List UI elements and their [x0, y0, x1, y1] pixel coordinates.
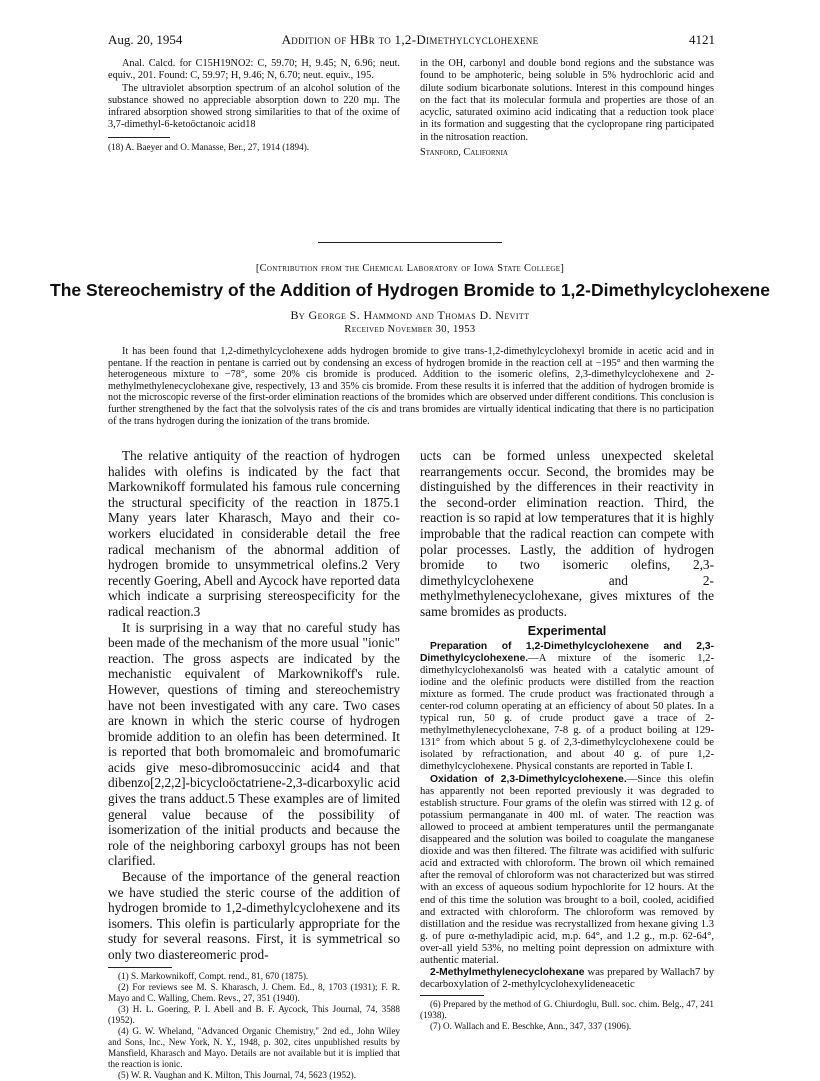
exp-paragraph-2: Oxidation of 2,3-Dimethylcyclohexene.—Since this olefin has apparently not been reported previously it was degraded to establish structure. Four grams of the olefin was stirred with 12 g. of potassium permanganate in 400 ml. of water. The reaction was allowed to proceed at ambient temperatures until the permanganate disappeared and the solution was boiled to coagulate the manganese dioxide and was then filtered. The filtrate was acidified with sulfuric acid and extracted with chloroform. The brown oil which remained after the removal of chloroform was not characterized but was stirred with an excess of aqueous sodium hypochlorite for 12 hours. At the end of this time the solution was brought to a boil, cooled, acidified and extracted with chloroform. The chloroform was removed by distillation and the residue was recrystallized from hexane giving 1.3 g. of pure α-methyladipic acid, m.p. 64°, and 1.2 g., m.p. 62-64°, over-all yield 53%, no melting point depression on admixture with authentic material.	[420, 773, 714, 966]
footnote-2: (2) For reviews see M. S. Kharasch, J. Chem. Ed., 8, 1703 (1931); F. R. Mayo and C. Walling, Chem. Revs., 27, 351 (1940).	[108, 981, 400, 1003]
header-date: Aug. 20, 1954	[108, 32, 183, 47]
footnote-18: (18) A. Baeyer and O. Manasse, Ber., 27, 1914 (1894).	[108, 141, 310, 152]
intro-paragraph-1: The relative antiquity of the reaction of hydrogen halides with olefins is indicated by the fact that Markownikoff formulated his famous rule concerning the structural specificity of the reaction in 1875.1 Many years later Kharasch, Mayo and their co-workers elucidated in considerable detail the free radical mechanism of the abnormal addition of hydrogen bromide to unsymmetrical olefins.2 Very recently Goering, Abell and Aycock have reported data which indicate a surprising stereospecificity for the radical reaction.3	[108, 448, 400, 619]
footnote-rule	[108, 137, 170, 138]
exp-heading-2: Oxidation of 2,3-Dimethylcyclohexene.	[430, 773, 627, 785]
uv-paragraph: The ultraviolet absorption spectrum of an alcohol solution of the substance showed no appreciable absorption down to 220 mμ. The infrared absorption showed strong similarities to that of the oxime of 3,7-dimethyl-6-ketoöctanoic acid18	[108, 82, 400, 131]
footnote-3: (3) H. L. Goering, P. I. Abell and B. F. Aycock, This Journal, 74, 3588 (1952).	[108, 1003, 400, 1025]
top-right-paragraph: in the OH, carbonyl and double bond regions and the substance was found to be amphoteric, being soluble in 5% hydrochloric acid and dilute sodium bicarbonate solutions. Interest in this compound hinges on the fact that its molecular formula and properties are those of an acyclic, saturated oximino acid indicating that a reduction took place in its formation and suggesting that the cyclopropane ring participated in the nitrosation reaction.	[420, 58, 714, 143]
footnote-1: (1) S. Markownikoff, Compt. rend., 81, 670 (1875).	[118, 970, 309, 981]
top-right-column	[420, 58, 714, 159]
abstract: It has been found that 1,2-dimethylcyclohexene adds hydrogen bromide to give trans-1,2-dimethylcyclohexyl bromide in acetic acid and in pentane. If the reaction in pentane is carried out by condensing an excess of hydrogen bromide in the reaction cell at −195° and then warming the heterogeneous mixture to −78°, some 20% cis bromide is produced. Addition to the isomeric olefins, 2,3-dimethylcyclohexene and 2-methylmethylenecyclohexane give, respectively, 13 and 35% cis bromide. From these results it is inferred that the addition of hydrogen bromide is not the microscopic reverse of the first-order elimination reactions of the bromides which are observed under different conditions. This conclusion is further strengthened by the fact that the solvolysis rates of the cis and trans bromides are virtually identical indicating that there is no participation of the trans hydrogen during the ionization of the trans bromide.	[108, 346, 714, 427]
footnote-5: (5) W. R. Vaughan and K. Milton, This Journal, 74, 5623 (1952).	[118, 1069, 357, 1080]
intro-paragraph-2: It is surprising in a way that no careful study has been made of the mechanism of the more usual "ionic" reaction. The gross aspects are indicated by the mechanistic equivalent of Markownikoff's rule. However, questions of timing and stereochemistry have not been investigated with any care. Two cases are known in which the steric course of hydrogen bromide addition to an olefin has been determined. It is reported that both bromomaleic and bromofumaric acids give meso-dibromosuccinic acid4 and that dibenzo[2,2,2]-bicycloöctatriene-2,3-dicarboxylic acid gives the trans adduct.5 These examples are of limited general value because of the possibility of isomerization of the initial products and because the role of the neighboring carboxyl groups has not been clarified.	[108, 619, 400, 869]
exp-paragraph-1: Preparation of 1,2-Dimethylcyclohexene and 2,3-Dimethylcyclohexene.—A mixture of the isomeric 1,2-dimethylcyclohexanols6 was heated with a catalytic amount of iodine and the olefinic products were distilled from the reaction mixture as formed. The crude product was fractionated through a center-rod column operating at an efficiency of about 50 plates. In a typical run, 50 g. of crude product gave a trace of 2-methylmethylenecyclohexane, 7-8 g. of a product boiling at 129-131° from which about 5 g. of 2,3-dimethylcyclohexene could be isolated by refractionation, and about 40 g. of pure 1,2-dimethylcyclohexene. Physical constants are reported in Table I.	[420, 640, 714, 773]
exp-paragraph-3: 2-Methylmethylenecyclohexane was prepared by Wallach7 by decarboxylation of 2-methylcyclohexylideneacetic	[420, 967, 714, 991]
page-number: 4121	[689, 32, 715, 47]
footnote-rule	[420, 995, 484, 996]
location: Stanford, California	[420, 147, 508, 159]
footnote-6: (6) Prepared by the method of G. Chiurdoglu, Bull. soc. chim. Belg., 47, 241 (1938).	[420, 999, 714, 1021]
intro-paragraph-3: Because of the importance of the general reaction we have studied the steric course of the addition of hydrogen bromide to 1,2-dimethylcyclohexene and its isomers. This olefin is particularly appropriate for the study for several reasons. First, it is symmetrical so only two diastereomeric prod-	[108, 869, 400, 962]
footnote-rule	[108, 967, 172, 968]
continued-paragraph: ucts can be formed unless unexpected skeletal rearrangements occur. Second, the bromides may be distinguished by the differences in their reactivity in the second-order elimination reaction. Third, the reaction is so rapid at low temperatures that it is highly improbable that the radical reaction can compete with polar processes. Lastly, the addition of hydrogen bromide to two isomeric olefins, 2,3-dimethylcyclohexene and 2-methylmethylenecyclohexane, gives mixtures of the same bromides as products.	[420, 448, 714, 619]
byline: By George S. Hammond and Thomas D. Nevitt	[290, 308, 530, 322]
exp-heading-1: Preparation of 1,2-Dimethylcyclohexene and 2,3-Dimethylcyclohexene.	[420, 640, 714, 664]
footnote-7: (7) O. Wallach and E. Beschke, Ann., 347, 337 (1906).	[430, 1021, 632, 1032]
right-column	[420, 448, 714, 1032]
top-left-column	[108, 58, 400, 153]
left-column	[108, 448, 400, 1081]
running-title: Addition of HBr to 1,2-Dimethylcyclohexene	[281, 32, 539, 47]
article-title: The Stereochemistry of the Addition of Hydrogen Bromide to 1,2-Dimethylcyclohexene	[50, 280, 770, 300]
exp-heading-3: 2-Methylmethylenecyclohexane	[430, 967, 585, 979]
footnote-4: (4) G. W. Wheland, "Advanced Organic Chemistry," 2nd ed., John Wiley and Sons, Inc., New York, N. Y., 1948, p. 302, cites unpublished results by Mansfield, Kharasch and Mayo. Details are not available but it is implied that the reaction is ionic.	[108, 1025, 400, 1069]
section-divider	[318, 242, 502, 243]
analysis-paragraph: Anal. Calcd. for C15H19NO2: C, 59.70; H, 9.45; N, 6.96; neut. equiv., 201. Found: C, 59.97; H, 9.46; N, 6.70; neut. equiv., 195.	[108, 58, 400, 82]
experimental-heading: Experimental	[527, 623, 607, 638]
contribution-line: [Contribution from the Chemical Laboratory of Iowa State College]	[255, 263, 565, 274]
received-date: Received November 30, 1953	[344, 324, 476, 335]
